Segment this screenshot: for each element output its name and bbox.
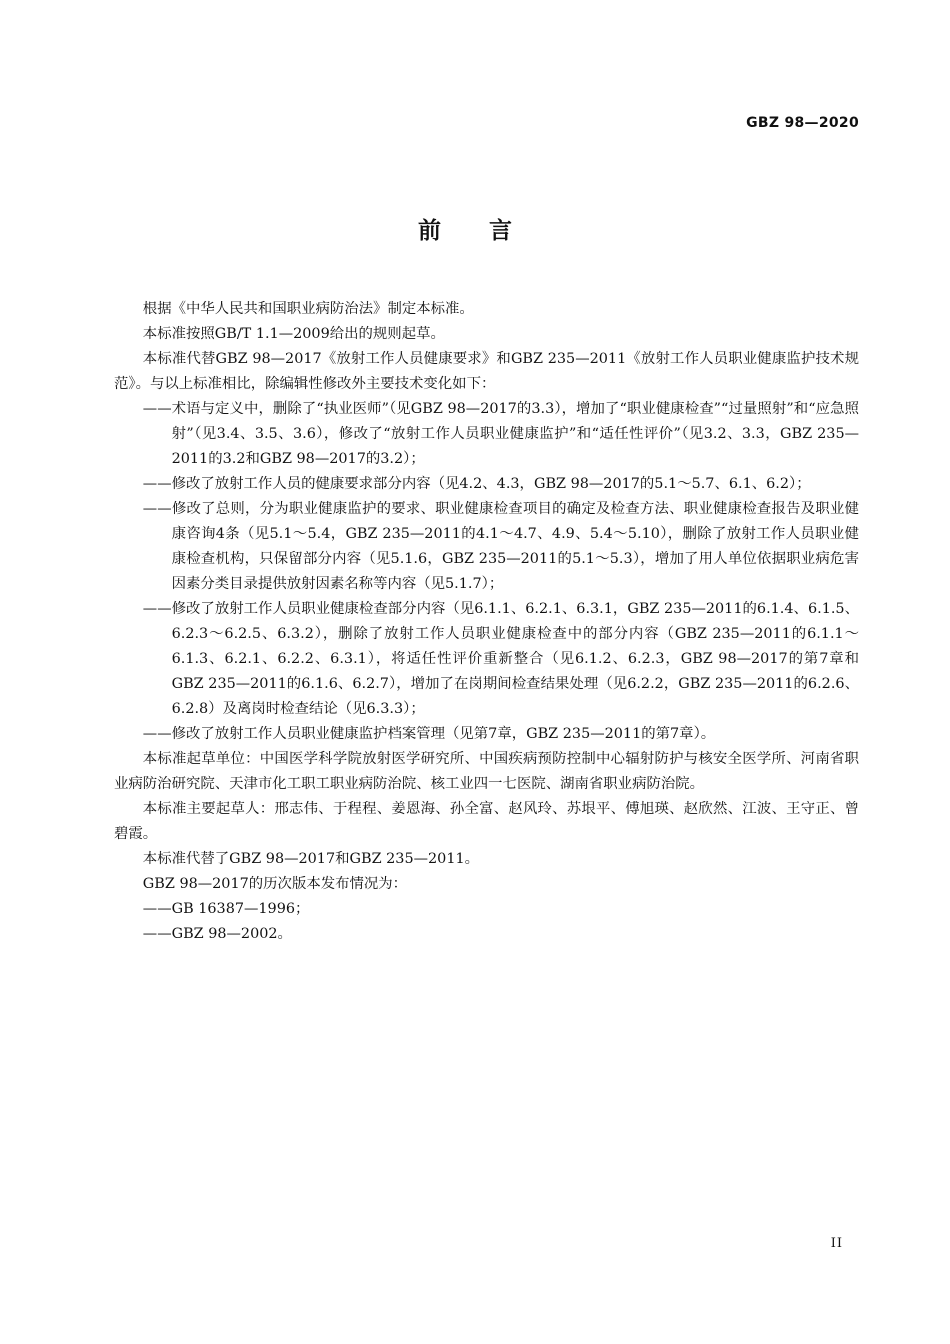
change-item-records: ——修改了放射工作人员职业健康监护档案管理（见第7章，GBZ 235—2011的第7章）。 [142, 726, 716, 742]
paragraph-drafters: 本标准主要起草人：邢志伟、于程程、姜恩海、孙全富、赵风玲、苏垠平、傅旭瑛、赵欣然、江波、王守正、曾碧霞。 [114, 801, 859, 842]
paragraph-basis: 根据《中华人民共和国职业病防治法》制定本标准。 [142, 301, 474, 317]
page-title: 前 言 [417, 218, 532, 244]
page-number: II [830, 1236, 843, 1251]
history-item: ——GBZ 98—2002。 [142, 926, 292, 942]
change-item-general: ——修改了总则，分为职业健康监护的要求、职业健康检查项目的确定及检查方法、职业健康检查报告及职业健康咨询4条（见5.1～5.4，GBZ 235—2011的4.1～4.7、4.9、5.4～5.10），删除了放射工作人员职业健康检查机构，只保留部分内容（见5.1.6，GBZ 235—2011的5.1～5.3），增加了用人单位依据职业病危害因素分类目录提供放射因素名称等内容（见5.1.7）； [142, 501, 859, 592]
change-item-terms: ——术语与定义中，删除了“执业医师”（见GBZ 98—2017的3.3），增加了“职业健康检查”“过量照射”和“应急照射”（见3.4、3.5、3.6），修改了“放射工作人员职业健康监护”和“适任性评价”（见3.2、3.3，GBZ 235—2011的3.2和GBZ 98—2017的3.2）； [142, 401, 859, 467]
paragraph-replacement: 本标准代替GBZ 98—2017《放射工作人员健康要求》和GBZ 235—2011《放射工作人员职业健康监护技术规范》。与以上标准相比，除编辑性修改外主要技术变化如下： [114, 351, 859, 392]
paragraph-drafting-units: 本标准起草单位：中国医学科学院放射医学研究所、中国疾病预防控制中心辐射防护与核安全医学所、河南省职业病防治研究院、天津市化工职工职业病防治院、核工业四一七医院、湖南省职业病防治院。 [114, 751, 859, 792]
paragraph-replaced: 本标准代替了GBZ 98—2017和GBZ 235—2011。 [142, 851, 480, 867]
paragraph-drafting-rule: 本标准按照GB/T 1.1—2009给出的规则起草。 [142, 326, 445, 342]
paragraph-history-intro: GBZ 98—2017的历次版本发布情况为： [142, 876, 408, 892]
standard-code: GBZ 98—2020 [746, 115, 859, 131]
document-body [114, 297, 859, 947]
change-item-health-examination: ——修改了放射工作人员职业健康检查部分内容（见6.1.1、6.2.1、6.3.1，GBZ 235—2011的6.1.4、6.1.5、6.2.3～6.2.5、6.3.2），删除了放射工作人员职业健康检查中的部分内容（GBZ 235—2011的6.1.1～6.1.3、6.2.1、6.2.2、6.3.1），将适任性评价重新整合（见6.1.2、6.2.3，GBZ 98—2017的第7章和GBZ 235—2011的6.1.6、6.2.7），增加了在岗期间检查结果处理（见6.2.2，GBZ 235—2011的6.2.6、6.2.8）及离岗时检查结论（见6.3.3）； [142, 601, 859, 717]
change-item-health-requirements: ——修改了放射工作人员的健康要求部分内容（见4.2、4.3，GBZ 98—2017的5.1～5.7、6.1、6.2）； [142, 476, 811, 492]
history-item: ——GB 16387—1996； [142, 901, 310, 917]
